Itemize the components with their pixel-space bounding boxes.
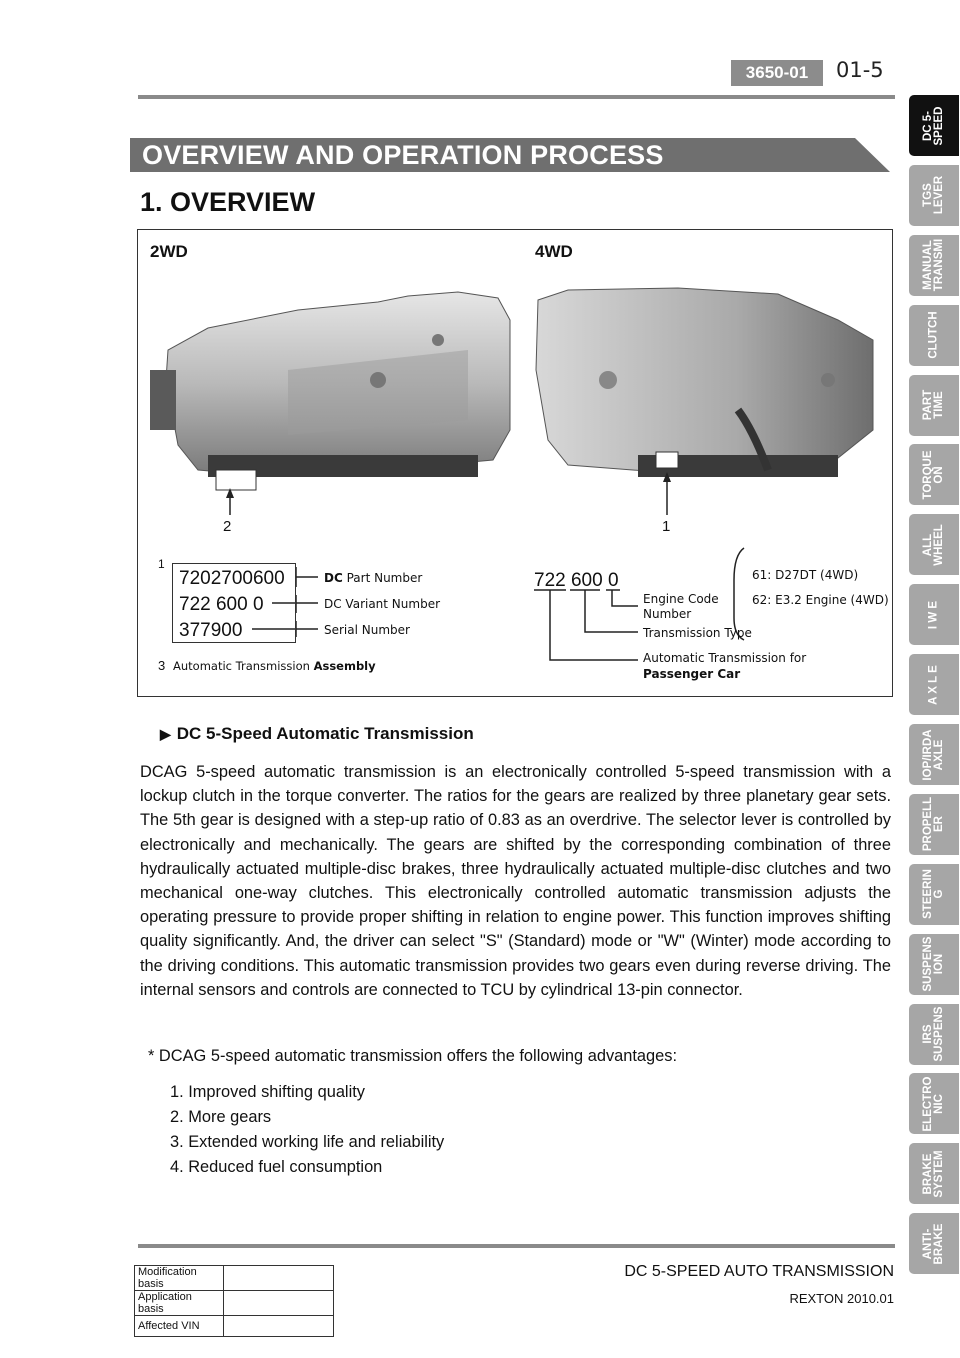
tab-tgs-lever[interactable]: TGS LEVER xyxy=(909,165,959,226)
tab-all-wheel[interactable]: ALL WHEEL xyxy=(909,514,959,575)
callout-1: 1 xyxy=(662,518,671,535)
plate-line-serial: 377900 xyxy=(179,620,243,641)
advantages-list xyxy=(170,1080,444,1180)
assembly-caption: Automatic Transmission Assembly xyxy=(173,659,376,673)
table-cell xyxy=(224,1266,334,1291)
callout-2: 2 xyxy=(223,518,232,535)
section-banner xyxy=(130,138,890,172)
tab-propeller[interactable]: PROPELL ER xyxy=(909,794,959,855)
serial-number-label: Serial Number xyxy=(324,623,410,637)
auto-transmission-label: Automatic Transmission for xyxy=(643,651,807,665)
tab-brake-system[interactable]: BRAKE SYSTEM xyxy=(909,1143,959,1204)
tab-iop-irda-axle[interactable]: IOP/IRDA AXLE xyxy=(909,724,959,785)
table-row xyxy=(135,1266,334,1291)
tab-steering[interactable]: STEERIN G xyxy=(909,864,959,925)
engine-62-label: 62: E3.2 Engine (4WD) xyxy=(752,593,889,607)
engine-61-label: 61: D27DT (4WD) xyxy=(752,568,859,582)
page-number: 01-5 xyxy=(836,58,884,82)
list-item: 3. Extended working life and reliability xyxy=(170,1133,445,1151)
advantages-note: * DCAG 5-speed automatic transmission offers the following advantages: xyxy=(148,1047,678,1065)
list-item: 1. Improved shifting quality xyxy=(170,1083,365,1101)
tab-electronic[interactable]: ELECTRO NIC xyxy=(909,1073,959,1134)
basis-table xyxy=(134,1265,334,1337)
section-code-badge: 3650-01 xyxy=(731,60,823,86)
table-cell xyxy=(224,1291,334,1316)
code-number: 722 600 0 xyxy=(534,570,619,591)
transmission-4wd-image xyxy=(536,288,873,477)
tab-suspension[interactable]: SUSPENS ION xyxy=(909,934,959,995)
passenger-car-label: Passenger Car xyxy=(643,667,741,681)
tab-part-time[interactable]: PART TIME xyxy=(909,375,959,436)
label-2wd: 2WD xyxy=(150,242,188,261)
table-cell xyxy=(224,1316,334,1337)
bottom-divider xyxy=(138,1244,895,1248)
tab-irs-suspension[interactable]: IRS SUSPENS xyxy=(909,1004,959,1065)
id-plate xyxy=(172,563,296,643)
list-item: 4. Reduced fuel consumption xyxy=(170,1158,383,1176)
plate-line-part: 7202700600 xyxy=(179,568,285,589)
table-cell: Affected VIN xyxy=(135,1316,224,1337)
tab-dc-5-speed[interactable]: DC 5- SPEED xyxy=(909,95,959,156)
overview-paragraph: DCAG 5-speed automatic transmission is an electronically controlled 5-speed transmission with a lockup clutch in the torque converter. The ratios for the gears are realized by three planetary gear sets. The 5th gear is designed with a step-up ratio of 0.83 as an overdrive. The selector lever is controlled by electronically and mechanically. The gears are shifted by the corresponding combination of three hydraulically actuated multiple-disc brakes, three hydraulically actuated multiple-disc clutches and two mechanical one-way clutches. This electronically controlled automatic transmission adjusts the operating pressure to provide proper shifting in relation to engine power. This function improves shifting quality significantly. And, the driver can select "S" (Standard) mode or "W" (Winter) mode according to the driving conditions. This automatic transmission provides two gears even during reverse driving. The internal sensors and controls are connected to TCU by cylindrical 13-pin connector. xyxy=(140,763,891,999)
transmission-type-label: Transmission Type xyxy=(643,626,752,640)
table-row xyxy=(135,1316,334,1337)
tab-torque-on[interactable]: TORQUE ON xyxy=(909,444,959,505)
chapter-tabs xyxy=(909,95,960,1283)
tab-clutch[interactable]: CLUTCH xyxy=(909,305,959,366)
plate-number-1: 1 xyxy=(158,557,165,571)
transmission-2wd-image xyxy=(150,292,510,490)
dc-part-number-label: DC Part Number xyxy=(324,571,423,585)
tab-iwe[interactable]: I W E xyxy=(909,584,959,645)
table-row xyxy=(135,1291,334,1316)
table-cell: Application basis xyxy=(135,1291,224,1316)
footer-subtitle: REXTON 2010.01 xyxy=(789,1291,894,1306)
list-item: 2. More gears xyxy=(170,1108,272,1126)
footer-title: DC 5-SPEED AUTO TRANSMISSION xyxy=(624,1263,894,1280)
tab-anti-brake[interactable]: ANTI- BRAKE xyxy=(909,1213,959,1274)
transmission-figure xyxy=(137,229,893,697)
table-cell: Modification basis xyxy=(135,1266,224,1291)
subheading: ▶ DC 5-Speed Automatic Transmission xyxy=(160,724,474,743)
plate-number-3: 3 xyxy=(158,658,166,673)
dc-variant-number-label: DC Variant Number xyxy=(324,597,441,611)
play-arrow-icon: ▶ xyxy=(160,726,171,742)
page-title: 1. OVERVIEW xyxy=(140,187,316,217)
engine-code-label: Engine Code Number xyxy=(643,592,719,621)
plate-line-variant: 722 600 0 xyxy=(179,594,264,615)
top-divider xyxy=(138,95,895,99)
tab-manual-transmission[interactable]: MANUAL TRANSMI xyxy=(909,235,959,296)
tab-axle[interactable]: A X L E xyxy=(909,654,959,715)
section-banner-title: OVERVIEW AND OPERATION PROCESS xyxy=(142,140,664,170)
label-4wd: 4WD xyxy=(535,242,573,261)
